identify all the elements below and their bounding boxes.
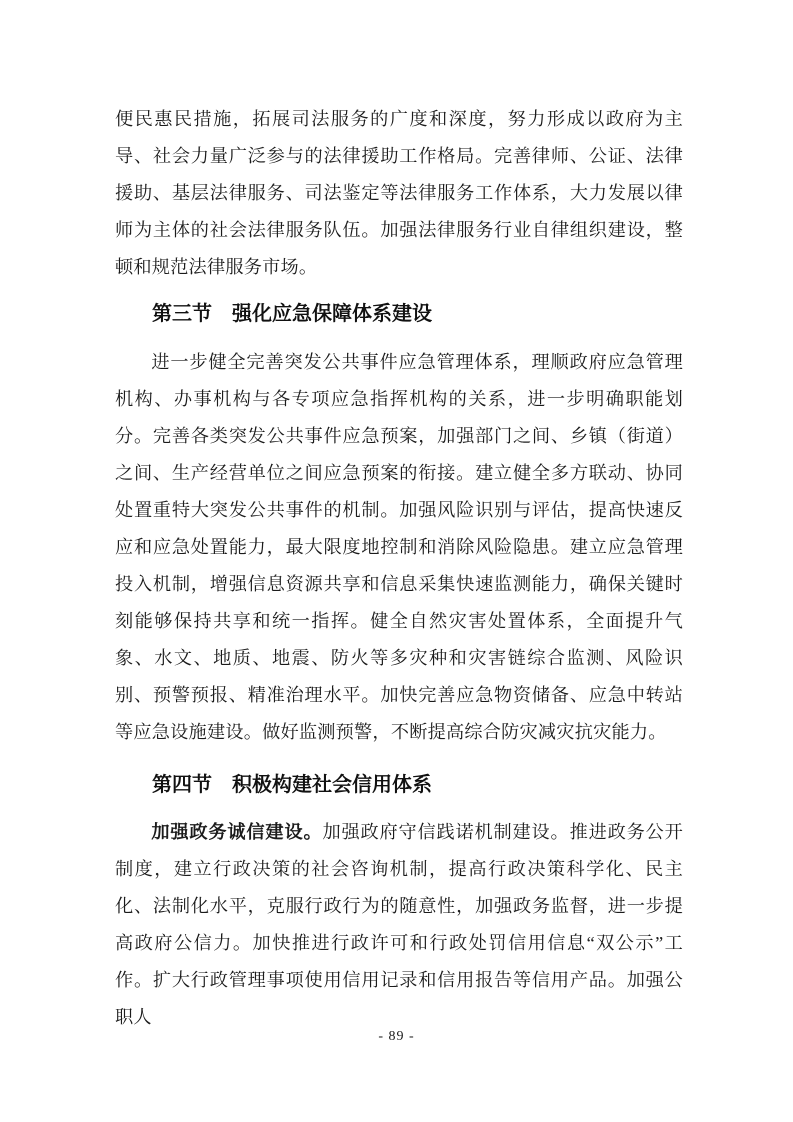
page-number: - 89 - [378,1029,415,1044]
section3-heading: 第三节 强化应急保障体系建设 [152,303,432,325]
section4-heading: 第四节 积极构建社会信用体系 [152,774,432,796]
paragraph-continuation: 便民惠民措施，拓展司法服务的广度和深度，努力形成以政府为主导、社会力量广泛参与的法律援助工作格局。完善律师、公证、法律援助、基层法律服务、司法鉴定等法律服务工作体系，大力发展以律师为主体的社会法律服务队伍。加强法律服务行业自律组织建设，整顿和规范法律服务市场。 [115,109,683,277]
section4-paragraph-text: 加强政府守信践诺机制建设。推进政务公开制度，建立行政决策的社会咨询机制，提高行政决策科学化、民主化、法制化水平，克服行政行为的随意性，加强政务监督，进一步提高政府公信力。加快推进行政许可和行政处罚信用信息“双公示”工作。扩大行政管理事项使用信用记录和信用报告等信用产品。加强公职人 [115,822,683,1027]
section3-paragraph: 进一步健全完善突发公共事件应急管理体系，理顺政府应急管理机构、办事机构与各专项应急指挥机构的关系，进一步明确职能划分。完善各类突发公共事件应急预案，加强部门之间、乡镇（街道）之间、生产经营单位之间应急预案的衔接。建立健全多方联动、协同处置重特大突发公共事件的机制。加强风险识别与评估，提高快速反应和应急处置能力，最大限度地控制和消除风险隐患。建立应急管理投入机制，增强信息资源共享和信息采集快速监测能力，确保关键时刻能够保持共享和统一指挥。健全自然灾害处置体系，全面提升气象、水文、地质、地震、防火等多灾种和灾害链综合监测、风险识别、预警预报、精准治理水平。加快完善应急物资储备、应急中转站等应急设施建设。做好监测预警，不断提高综合防灾减灾抗灾能力。 [115,352,683,742]
section4-lead-bold: 加强政务诚信建设。 [151,822,323,842]
section4-paragraph [115,814,683,1036]
